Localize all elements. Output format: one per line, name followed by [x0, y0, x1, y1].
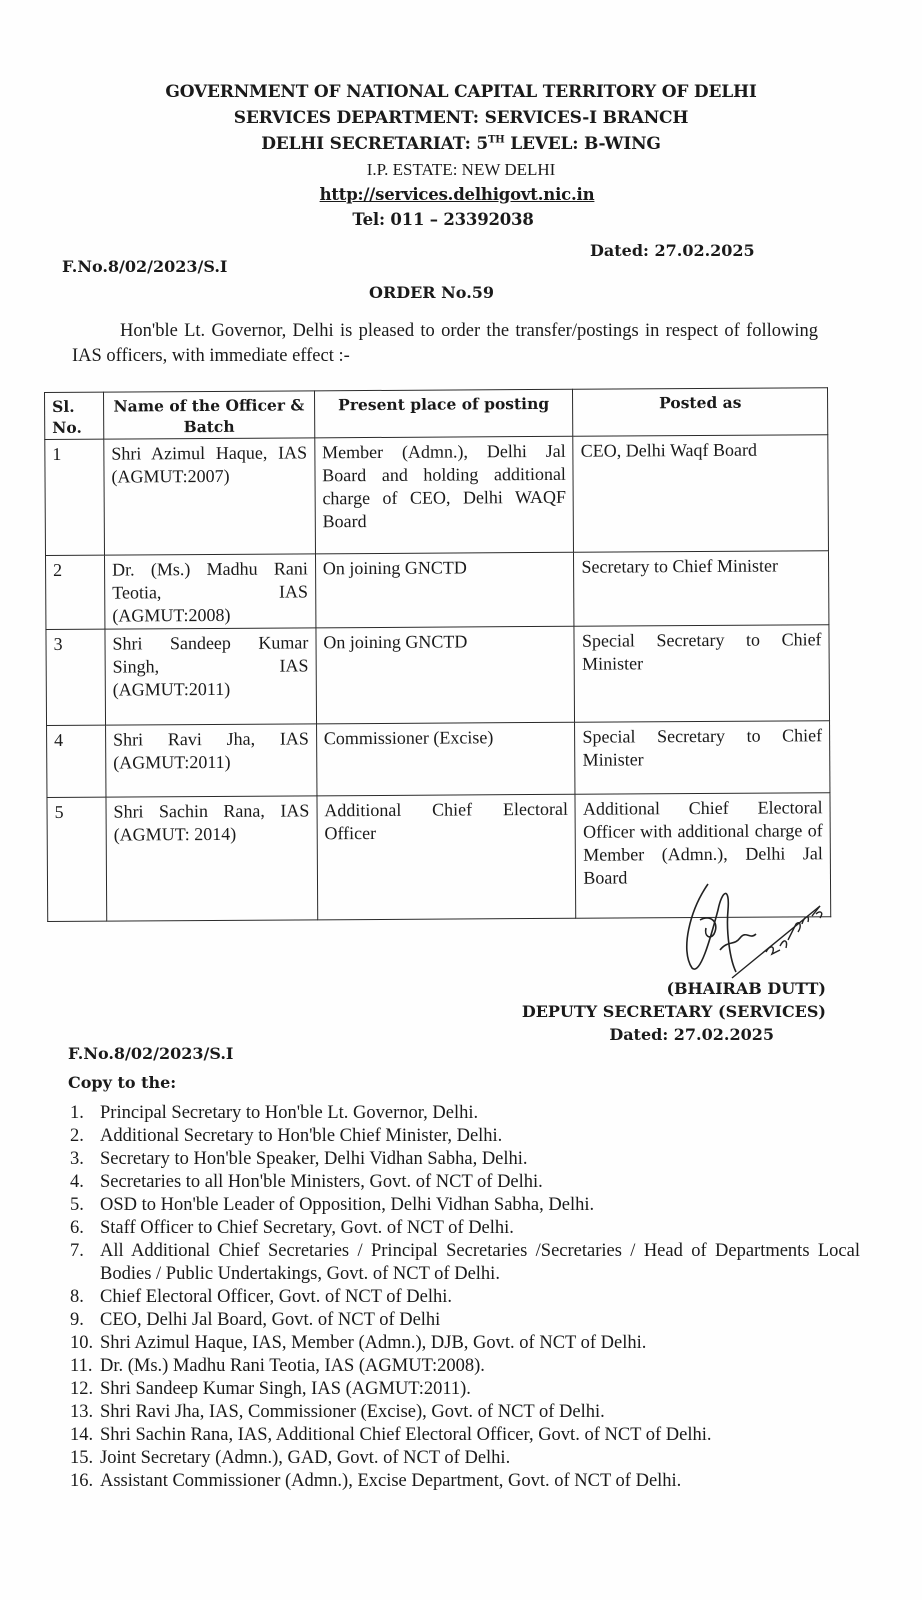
list-item-number: 13.	[70, 1402, 94, 1422]
list-item-text: Joint Secretary (Admn.), GAD, Govt. of NCT of Delhi.	[100, 1448, 511, 1468]
header-website[interactable]	[0, 185, 918, 204]
cell-officer-name: Shri Azimul Haque, IAS (AGMUT:2007)	[104, 438, 316, 555]
postings-table	[44, 387, 831, 922]
cell-present-posting: On joining GNCTD	[316, 626, 575, 724]
list-item	[70, 1378, 860, 1401]
list-item-text: Secretaries to all Hon'ble Ministers, Govt. of NCT of Delhi.	[100, 1172, 543, 1192]
list-item	[70, 1148, 860, 1171]
list-item-text: Shri Azimul Haque, IAS, Member (Admn.), DJB, Govt. of NCT of Delhi.	[100, 1333, 647, 1353]
table-row	[46, 625, 830, 726]
list-item-text: Principal Secretary to Hon'ble Lt. Governor, Delhi.	[100, 1103, 479, 1123]
order-date: Dated: 27.02.2025	[590, 241, 755, 260]
copy-file-number: F.No.8/02/2023/S.I	[68, 1044, 234, 1063]
list-item-text: Secretary to Hon'ble Speaker, Delhi Vidhan Sabha, Delhi.	[100, 1149, 528, 1169]
list-item-number: 14.	[70, 1425, 94, 1445]
list-item-number: 12.	[70, 1379, 94, 1399]
order-title: ORDER No.59	[369, 283, 495, 302]
list-item-number: 4.	[70, 1172, 84, 1192]
file-number: F.No.8/02/2023/S.I	[62, 257, 228, 276]
list-item	[70, 1125, 860, 1148]
list-item-number: 11.	[70, 1356, 93, 1376]
order-intro	[72, 319, 818, 369]
header-address-post: LEVEL: B-WING	[504, 134, 661, 154]
list-item-number: 8.	[70, 1287, 84, 1307]
header-posted-as: Posted as	[573, 388, 828, 437]
cell-posted-as: CEO, Delhi Waqf Board	[573, 435, 828, 553]
signature-icon	[670, 880, 830, 980]
list-item-text: Chief Electoral Officer, Govt. of NCT of Delhi.	[100, 1287, 453, 1307]
list-item	[70, 1401, 860, 1424]
header-telephone: Tel: 011 – 23392038	[352, 210, 534, 229]
list-item	[70, 1424, 860, 1447]
list-item-number: 1.	[70, 1103, 84, 1123]
cell-officer-name: Shri Sandeep Kumar Singh, IAS (AGMUT:2011)	[105, 628, 316, 725]
cell-posted-as: Special Secretary to Chief Minister	[574, 625, 829, 723]
cell-sl-no: 5	[47, 797, 107, 921]
list-item-text: Assistant Commissioner (Admn.), Excise Department, Govt. of NCT of Delhi.	[100, 1471, 682, 1491]
list-item	[70, 1102, 860, 1125]
list-item	[70, 1355, 860, 1378]
signatory-designation: DEPUTY SECRETARY (SERVICES)	[521, 1002, 826, 1021]
website-link[interactable]: http://services.delhigovt.nic.in	[319, 185, 595, 204]
list-item	[70, 1240, 860, 1286]
cell-officer-name: Shri Sachin Rana, IAS (AGMUT: 2014)	[106, 796, 318, 921]
header-officer-name: Name of the Officer & Batch	[103, 391, 314, 439]
cell-sl-no: 2	[45, 555, 104, 629]
cell-posted-as: Additional Chief Electoral Officer with additional charge of Member (Admn.), Delhi Jal Board	[575, 793, 830, 919]
cell-posted-as: Secretary to Chief Minister	[574, 551, 829, 627]
list-item	[70, 1470, 860, 1493]
list-item-text: Staff Officer to Chief Secretary, Govt. of NCT of Delhi.	[100, 1218, 514, 1238]
list-item	[70, 1171, 860, 1194]
copy-recipient-list	[70, 1102, 860, 1493]
header-estate: I.P. ESTATE: NEW DELHI	[366, 160, 556, 179]
cell-officer-name: Shri Ravi Jha, IAS (AGMUT:2011)	[105, 724, 316, 797]
header-sl-no: Sl. No.	[45, 392, 104, 439]
order-intro-text: Hon'ble Lt. Governor, Delhi is pleased to order the transfer/postings in respect of following IAS officers, with immediate effect :-	[72, 321, 818, 366]
list-item-number: 5.	[70, 1195, 84, 1215]
header-present-posting: Present place of posting	[314, 389, 573, 438]
header-address-pre: DELHI SECRETARIAT: 5	[261, 134, 488, 154]
table-header-row	[45, 388, 828, 440]
list-item-text: Shri Ravi Jha, IAS, Commissioner (Excise), Govt. of NCT of Delhi.	[100, 1402, 605, 1422]
list-item-text: Dr. (Ms.) Madhu Rani Teotia, IAS (AGMUT:2008).	[100, 1356, 485, 1376]
list-item	[70, 1286, 860, 1309]
list-item-number: 3.	[70, 1149, 84, 1169]
list-item-text: OSD to Hon'ble Leader of Opposition, Delhi Vidhan Sabha, Delhi.	[100, 1195, 595, 1215]
list-item	[70, 1332, 860, 1355]
header-government: GOVERNMENT OF NATIONAL CAPITAL TERRITORY OF DELHI	[165, 82, 757, 102]
header-department: SERVICES DEPARTMENT: SERVICES-I BRANCH	[233, 108, 689, 128]
list-item	[70, 1447, 860, 1470]
table-row	[47, 721, 830, 798]
copy-heading: Copy to the:	[68, 1073, 177, 1092]
list-item-text: Additional Secretary to Hon'ble Chief Minister, Delhi.	[100, 1126, 503, 1146]
cell-present-posting: Member (Admn.), Delhi Jal Board and holding additional charge of CEO, Delhi WAQF Board	[315, 436, 574, 554]
cell-sl-no: 3	[46, 629, 106, 725]
cell-sl-no: 1	[45, 439, 105, 555]
cell-sl-no: 4	[47, 725, 106, 797]
header-address-sup: TH	[488, 134, 505, 146]
table-row	[45, 551, 828, 630]
list-item-number: 6.	[70, 1218, 84, 1238]
cell-posted-as: Special Secretary to Chief Minister	[575, 721, 830, 795]
list-item	[70, 1309, 860, 1332]
list-item-number: 7.	[70, 1241, 84, 1261]
list-item-text: Shri Sandeep Kumar Singh, IAS (AGMUT:2011).	[100, 1379, 471, 1399]
list-item-text: CEO, Delhi Jal Board, Govt. of NCT of Delhi	[100, 1310, 441, 1330]
list-item	[70, 1194, 860, 1217]
signatory-name: (BHAIRAB DUTT)	[666, 979, 826, 998]
list-item-number: 2.	[70, 1126, 84, 1146]
cell-officer-name: Dr. (Ms.) Madhu Rani Teotia, IAS (AGMUT:2008)	[104, 554, 315, 629]
signatory-date: Dated: 27.02.2025	[609, 1025, 774, 1044]
cell-present-posting: Commissioner (Excise)	[316, 722, 575, 796]
list-item-number: 10.	[70, 1333, 94, 1353]
list-item-text: All Additional Chief Secretaries / Principal Secretaries /Secretaries / Head of Departments Local Bodies / Public Undertakings, Govt. of NCT of Delhi.	[100, 1241, 860, 1284]
list-item-text: Shri Sachin Rana, IAS, Additional Chief Electoral Officer, Govt. of NCT of Delhi.	[100, 1425, 712, 1445]
list-item-number: 15.	[70, 1448, 94, 1468]
list-item	[70, 1217, 860, 1240]
cell-present-posting: On joining GNCTD	[315, 552, 574, 628]
list-item-number: 16.	[70, 1471, 94, 1491]
list-item-number: 9.	[70, 1310, 84, 1330]
table-row	[45, 435, 829, 556]
cell-present-posting: Additional Chief Electoral Officer	[317, 794, 576, 920]
header-address	[0, 134, 922, 154]
